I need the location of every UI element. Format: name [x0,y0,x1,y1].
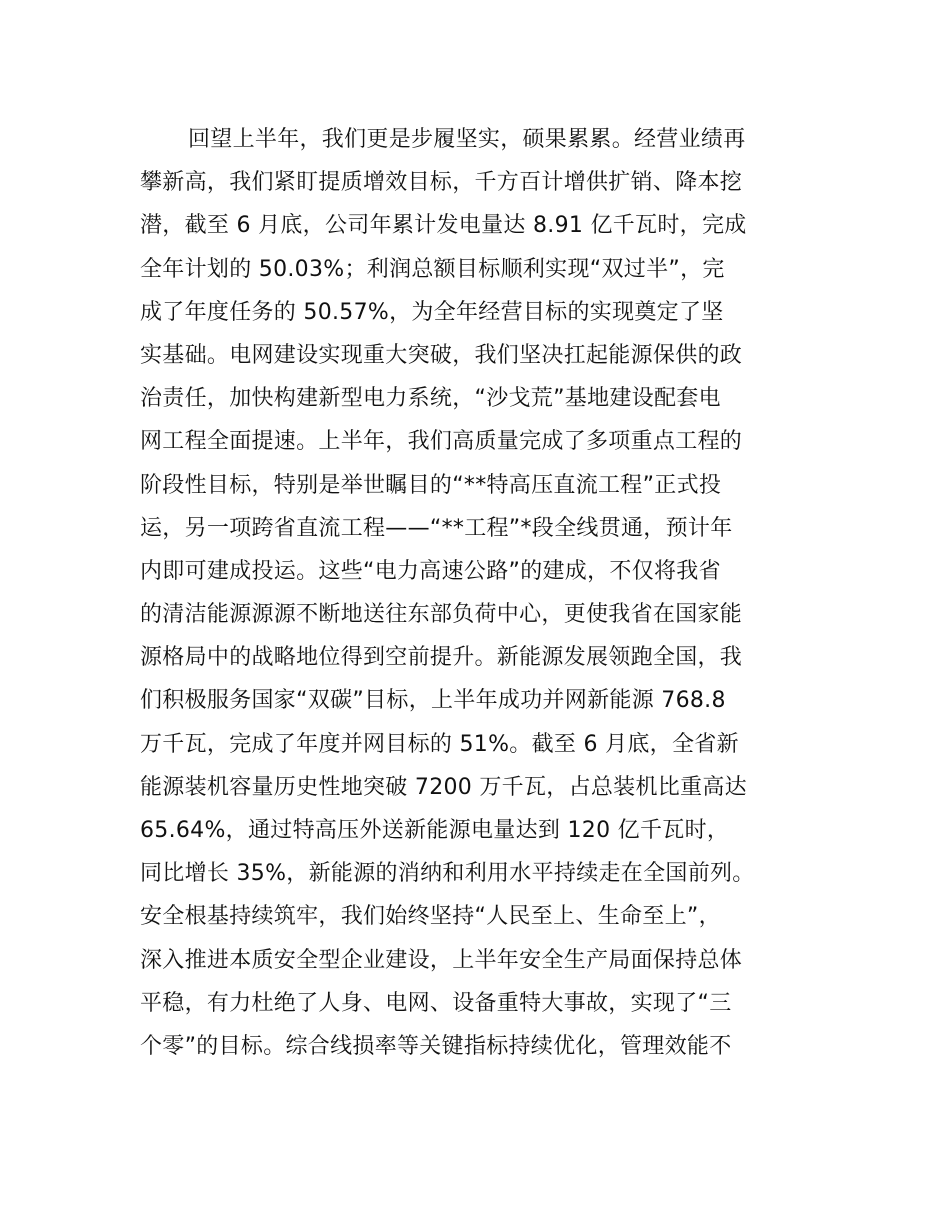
text-line: 源格局中的战略地位得到空前提升。新能源发展领跑全国，我 [140,645,743,671]
text-line: 回望上半年，我们更是步履坚实，硕果累累。经营业绩再 [188,127,746,152]
text-line: 同比增长 35%，新能源的消纳和利用水平持续走在全国前列。 [140,861,755,887]
text-line: 潜，截至 6 月底，公司年累计发电量达 8.91 亿千瓦时，完成 [140,213,747,239]
text-line: 运，另一项跨省直流工程——“**工程”*段全线贯通，预计年 [140,515,733,541]
text-line: 们积极服务国家“双碳”目标，上半年成功并网新能源 768.8 [140,688,726,714]
text-line: 全年计划的 50.03%；利润总额目标顺利实现“双过半”，完 [140,256,725,282]
text-line: 65.64%，通过特高压外送新能源电量达到 120 亿千瓦时， [140,818,730,843]
text-line: 能源装机容量历史性地突破 7200 万千瓦，占总装机比重高达 [140,774,747,800]
text-line: 成了年度任务的 50.57%，为全年经营目标的实现奠定了坚 [140,299,724,325]
text-line: 万千瓦，完成了年度并网目标的 51%。截至 6 月底，全省新 [140,731,739,757]
text-line: 阶段性目标，特别是举世瞩目的“**特高压直流工程”正式投 [140,472,722,498]
text-line: 安全根基持续筑牢，我们始终坚持“人民至上、生命至上”， [140,904,721,930]
paragraph [140,118,840,1068]
text-line: 的清洁能源源源不断地送往东部负荷中心，更使我省在国家能 [140,602,743,628]
text-line: 治责任，加快构建新型电力系统，“沙戈荒”基地建设配套电 [140,386,721,412]
text-line: 内即可建成投运。这些“电力高速公路”的建成，不仅将我省 [140,558,721,584]
text-line: 实基础。电网建设实现重大突破，我们坚决扛起能源保供的政 [140,342,743,368]
text-line: 平稳，有力杜绝了人身、电网、设备重特大事故，实现了“三 [140,990,732,1016]
text-line: 个零”的目标。综合线损率等关键指标持续优化，管理效能不 [140,1033,732,1059]
text-line: 深入推进本质安全型企业建设，上半年安全生产局面保持总体 [140,947,743,973]
text-line: 攀新高，我们紧盯提质增效目标，千方百计增供扩销、降本挖 [140,170,743,196]
text-line: 网工程全面提速。上半年，我们高质量完成了多项重点工程的 [140,429,743,455]
